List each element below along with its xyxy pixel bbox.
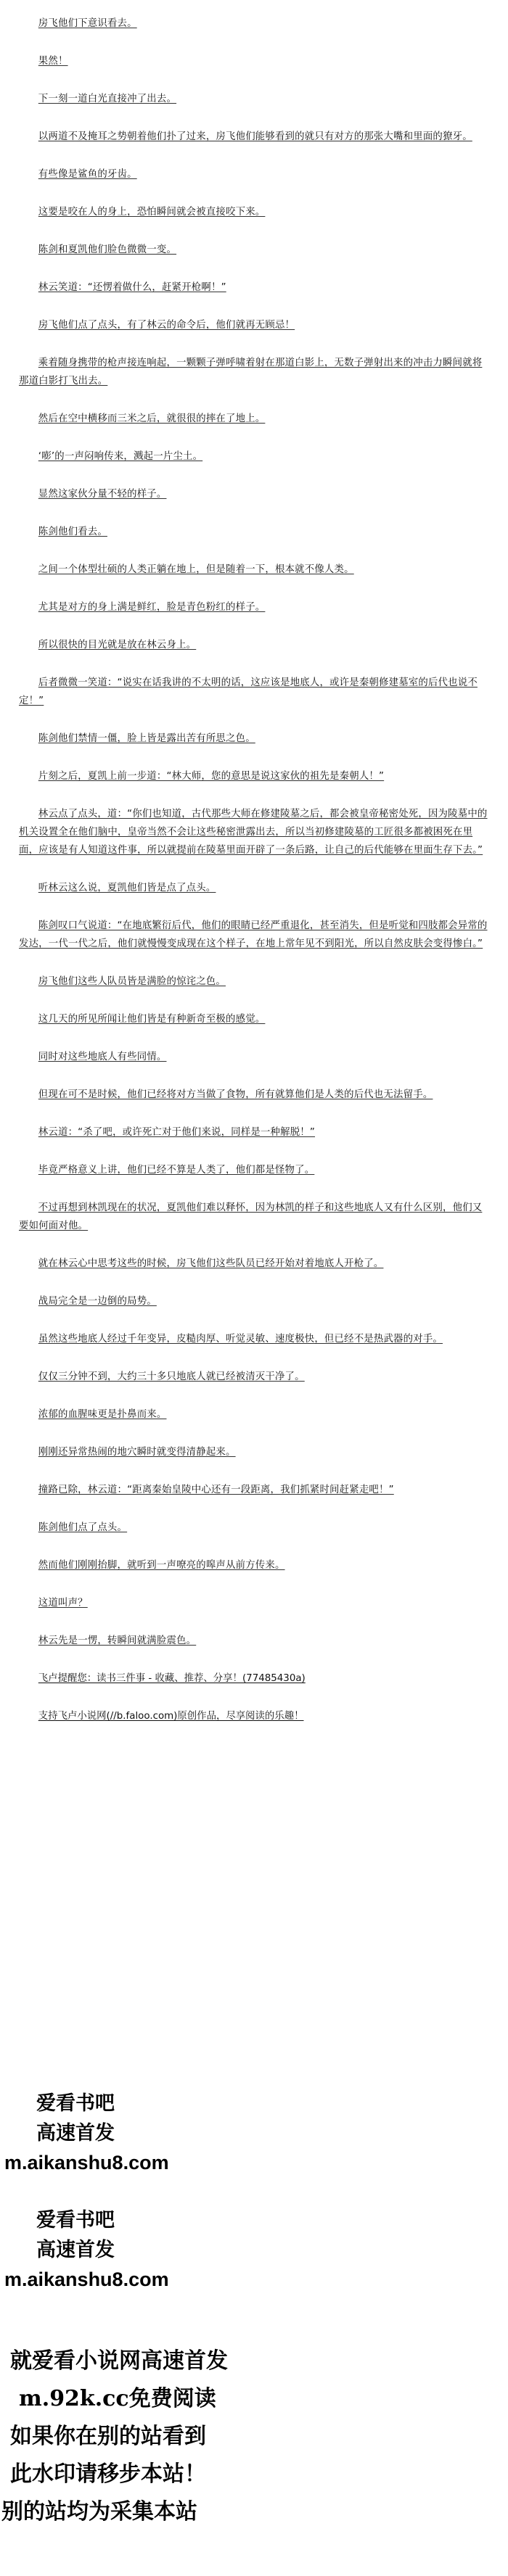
story-paragraph: 下一刻一道白光直接冲了出去。: [38, 94, 177, 104]
watermark-url: m.aikanshu8.com: [4, 2269, 169, 2290]
story-paragraph: 就在林云心中思考这些的时候，房飞他们这些队员已经开始对着地底人开枪了。: [38, 1258, 384, 1269]
story-paragraph: 陈剑叹口气说道：“在地底繁衍后代，他们的眼睛已经严重退化，甚至消失，但是听觉和四肢都会异常的发达，一代一代之后，他们就慢慢变成现在这个样子，在地上常年见不到阳光，所以自然皮肤会变得惨白。”: [19, 920, 488, 949]
story-paragraph: 尤其是对方的身上满是鲜红，脸是青色粉红的样子。: [38, 602, 266, 613]
notice-line: 如果你在别的站看到: [10, 2424, 206, 2449]
story-paragraph: 然而他们刚刚抬脚，就听到一声嘹亮的嗥声从前方传来。: [38, 1560, 285, 1571]
faloo-support-link[interactable]: 支持飞卢小说网(//b.faloo.com)原创作品，尽享阅读的乐趣！: [38, 1711, 304, 1722]
story-paragraph: 陈剑和夏凯他们脸色微微一变。: [38, 244, 177, 255]
watermark-tagline: 高速首发: [36, 2122, 115, 2144]
faloo-reminder: 飞卢提醒您：读书三件事 - 收藏、推荐、分享！(77485430a): [38, 1673, 306, 1684]
story-paragraph: 浓郁的血腥味更是扑鼻而来。: [38, 1409, 167, 1420]
story-paragraph: 毕竟严格意义上讲，他们已经不算是人类了，他们都是怪物了。: [38, 1165, 315, 1176]
story-paragraph: 陈剑他们点了点头。: [38, 1522, 128, 1533]
watermark-block-1: [0, 2089, 508, 2178]
story-paragraph: 战局完全是一边倒的局势。: [38, 1296, 157, 1307]
notice-line: m.92k.cc免费阅读: [19, 2386, 216, 2411]
watermark-block-2: [0, 2205, 508, 2295]
repost-notice: [0, 2342, 508, 2531]
story-paragraph: 陈剑他们看去。: [38, 527, 107, 537]
story-paragraph: 不过再想到林凯现在的状况，夏凯他们难以释怀，因为林凯的样子和这些地底人又有什么区别，他们又要如何面对他。: [19, 1202, 483, 1231]
story-paragraph: 但现在可不是时候，他们已经将对方当做了食物，所有就算他们是人类的后代也无法留手。: [38, 1089, 433, 1100]
story-paragraph: 仅仅三分钟不到，大约三十多只地底人就已经被清灭干净了。: [38, 1371, 305, 1382]
story-paragraph: 这几天的所见所闻让他们皆是有种新奇至极的感觉。: [38, 1014, 266, 1025]
story-paragraph: 林云先是一愣，转瞬间就满脸震色。: [38, 1635, 197, 1646]
watermark-tagline: 高速首发: [36, 2239, 115, 2261]
story-paragraph: 以两道不及掩耳之势朝着他们扑了过来，房飞他们能够看到的就只有对方的那张大嘴和里面的獠牙。: [38, 131, 472, 142]
story-paragraph: 房飞他们下意识看去。: [38, 18, 137, 29]
story-paragraph: 林云道：“杀了吧，或许死亡对于他们来说，同样是一种解脱！”: [38, 1127, 316, 1138]
story-paragraph: 林云点了点头，道：“你们也知道，古代那些大师在修建陵墓之后，都会被皇帝秘密处死，因为陵墓中的机关设置全在他们脑中，皇帝当然不会让这些秘密泄露出去，所以当初修建陵墓的工匠很多都被困死在里面，应该是有人知道这件事，所以就提前在陵墓里面开辟了一条后路，让自己的后代能够在里面生存下去。”: [19, 809, 488, 856]
watermark-site-name: 爱看书吧: [36, 2092, 115, 2115]
story-paragraph: 陈剑他们禁情一僵，脸上皆是露出苦有所思之色。: [38, 733, 255, 744]
story-paragraph: 然后在空中横移而三米之后，就很很的摔在了地上。: [38, 413, 266, 424]
story-paragraph: 片刻之后，夏凯上前一步道：“林大师，您的意思是说这家伙的祖先是秦朝人！”: [38, 771, 385, 782]
story-paragraph: 后者微微一笑道：“说实在话我讲的不太明的话，这应该是地底人，或许是秦朝修建墓室的后代也说不定！”: [19, 677, 478, 706]
story-paragraph: 虽然这些地底人经过千年变异，皮糙肉厚、听觉灵敏、速度极快，但已经不是热武器的对手。: [38, 1334, 443, 1345]
story-paragraph: 房飞他们点了点头，有了林云的命令后，他们就再无顾忌！: [38, 320, 295, 331]
story-paragraph: ‘嘭’的一声闷响传来，溅起一片尘土。: [38, 451, 203, 462]
story-paragraph: 有些像是鲨鱼的牙齿。: [38, 169, 137, 180]
story-paragraph: 所以很快的目光就是放在林云身上。: [38, 640, 197, 651]
story-paragraph: 之间一个体型壮硕的人类正躺在地上，但是随着一下，根本就不像人类。: [38, 564, 354, 575]
watermark-site-name: 爱看书吧: [36, 2209, 115, 2232]
story-paragraph: 显然这家伙分量不轻的样子。: [38, 489, 167, 500]
story-paragraph: 听林云这么说，夏凯他们皆是点了点头。: [38, 883, 216, 893]
story-paragraph: 这道叫声？: [38, 1598, 88, 1609]
story-paragraph: 果然！: [38, 56, 68, 67]
story-paragraph: 刚刚还异常热闹的地穴瞬时就变得清静起来。: [38, 1447, 236, 1458]
story-paragraph: 房飞他们这些人队员皆是满脸的惊诧之色。: [38, 976, 226, 987]
story-paragraph: 乘着随身携带的枪声接连响起，一颗颗子弹呼啸着射在那道白影上，无数子弹射出来的冲击力瞬间就将那道白影打飞出去。: [19, 358, 483, 387]
notice-line: 此水印请移步本站！: [10, 2461, 206, 2487]
notice-line: 别的站均为采集本站: [1, 2499, 197, 2525]
story-paragraph: 这要是咬在人的身上，恐怕瞬间就会被直接咬下来。: [38, 207, 266, 218]
notice-line: 就爱看小说网高速首发: [10, 2348, 228, 2374]
story-paragraph: 林云笑道：“还愣着做什么，赶紧开枪啊！”: [38, 282, 226, 293]
story-paragraph: 同时对这些地底人有些同情。: [38, 1052, 167, 1062]
watermark-url: m.aikanshu8.com: [4, 2152, 169, 2174]
story-paragraph: 撞路已除，林云道：“距离秦始皇陵中心还有一段距离，我们抓紧时间赶紧走吧！”: [38, 1485, 394, 1495]
site-watermark-area: [0, 2089, 508, 2322]
